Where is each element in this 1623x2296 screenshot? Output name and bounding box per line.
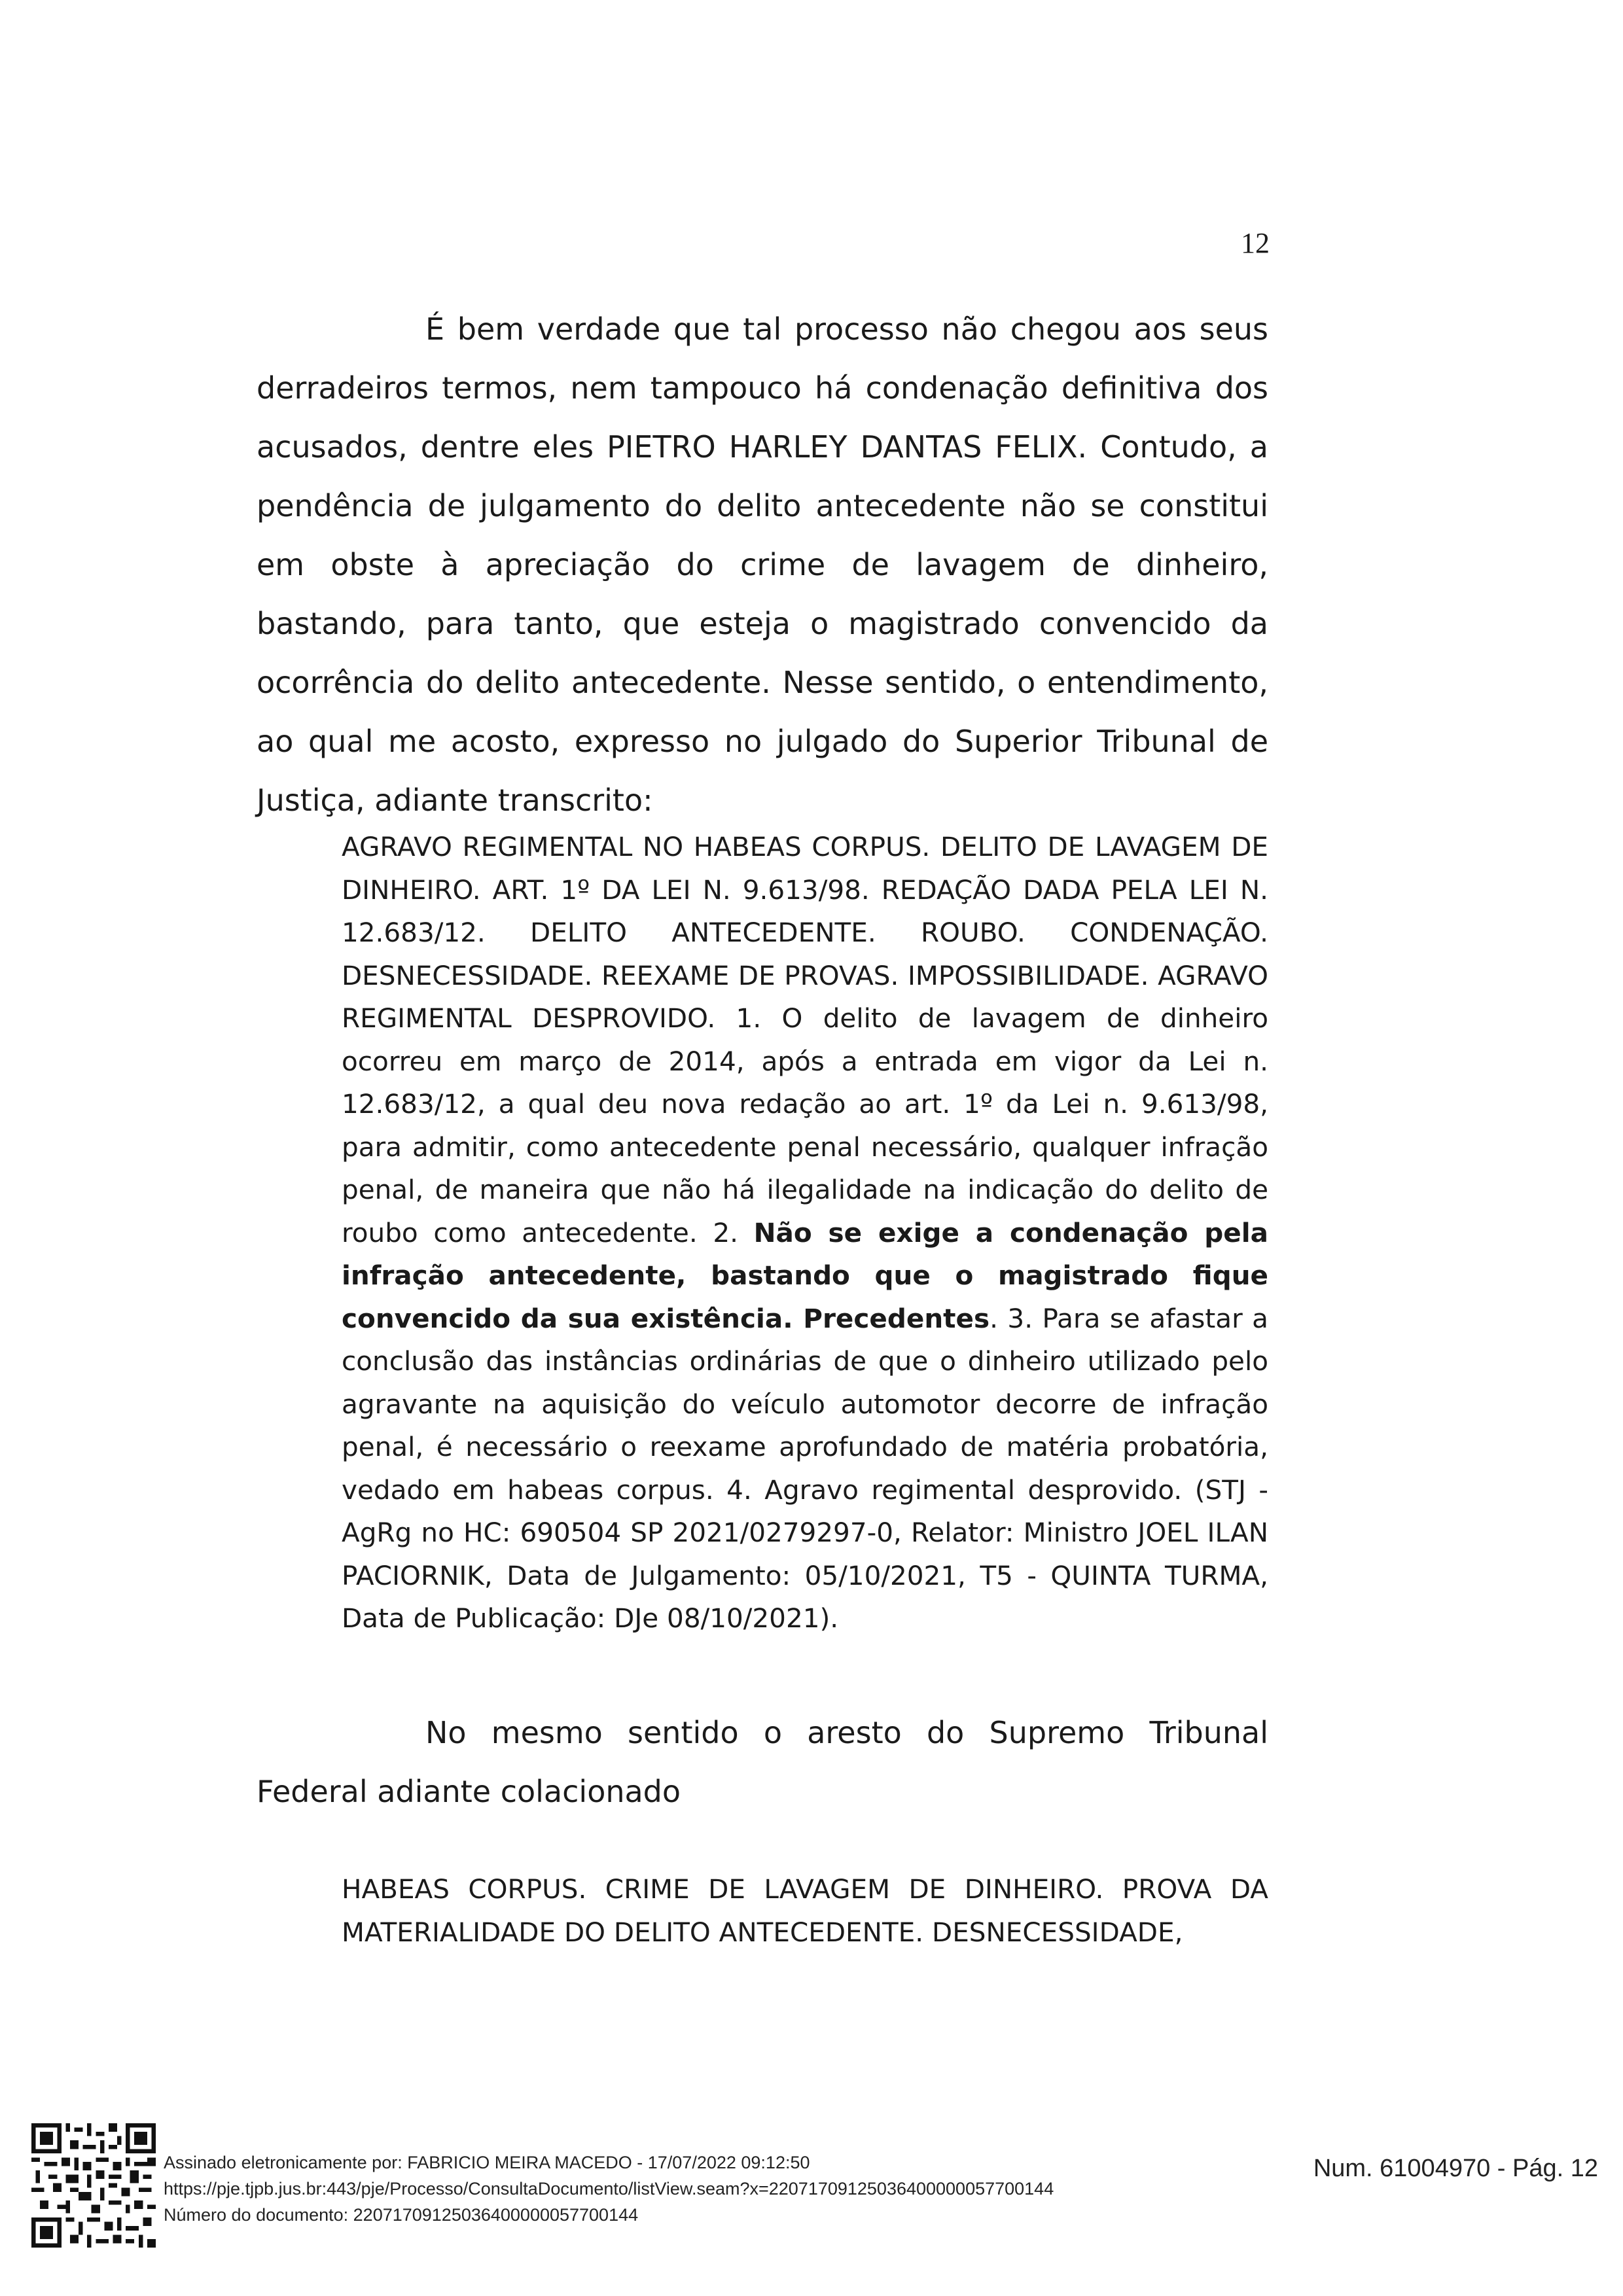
footer-document-number: Número do documento: 22071709125036400000057700144 — [164, 2205, 639, 2225]
footer-num-page: Num. 61004970 - Pág. 12 — [1313, 2155, 1598, 2182]
citation-stj-text-end: . 3. Para se afastar a conclusão das instâncias ordinárias de que o dinheiro utilizado pelo agravante na aquisição do veículo automotor decorre de infração penal, é necessário o reexame aprofundado de matéria probatória, vedado em habeas corpus. 4. Agravo regimental desprovido. (STJ - AgRg no HC: 690504 SP 2021/0279297-0, Relator: Ministro JOEL ILAN PACIORNIK, Data de Julgamento: 05/10/2021, T5 - QUINTA TURMA, Data de Publicação: DJe 08/10/2021). — [342, 1302, 1268, 1634]
citation-stj-bold-text: Não se exige a condenação pela infração antecedente, bastando que o magistrado fique convencido da sua existência. Precedentes — [342, 1216, 1268, 1334]
footer-url[interactable]: https://pje.tjpb.jus.br:443/pje/Processo/ConsultaDocumento/listView.seam?x=22071709125036400000057700144 — [164, 2179, 1054, 2199]
page-number: 12 — [1241, 227, 1270, 259]
footer-signature-block — [164, 2149, 1054, 2228]
paragraph-stf: No mesmo sentido o aresto do Supremo Tribunal Federal adiante colacionado — [257, 1715, 1268, 1809]
paragraph-intro: É bem verdade que tal processo não chegou aos seus derradeiros termos, nem tampouco há condenação definitiva dos acusados, dentre eles PIETRO HARLEY DANTAS FELIX. Contudo, a pendência de julgamento do delito antecedente não se constitui em obste à apreciação do crime de lavagem de dinheiro, bastando, para tanto, que esteja o magistrado convencido da ocorrência do delito antecedente. Nesse sentido, o entendimento, ao qual me acosto, expresso no julgado do Superior Tribunal de Justiça, adiante transcrito: — [257, 311, 1268, 818]
citation-stj — [342, 826, 1268, 1640]
footer-signed-by: Assinado eletronicamente por: FABRICIO MEIRA MACEDO - 17/07/2022 09:12:50 — [164, 2153, 810, 2172]
qr-code-icon — [31, 2123, 156, 2248]
citation-stj-text: AGRAVO REGIMENTAL NO HABEAS CORPUS. DELITO DE LAVAGEM DE DINHEIRO. ART. 1º DA LEI N. 9.613/98. REDAÇÃO DADA PELA LEI N. 12.683/12. DELITO ANTECEDENTE. ROUBO. CONDENAÇÃO. DESNECESSIDADE. REEXAME DE PROVAS. IMPOSSIBILIDADE. AGRAVO REGIMENTAL DESPROVIDO. 1. O delito de lavagem de dinheiro ocorreu em março de 2014, após a entrada em vigor da Lei n. 12.683/12, a qual deu nova redação ao art. 1º da Lei n. 9.613/98, para admitir, como antecedente penal necessário, qualquer infração penal, de maneira que não há ilegalidade na indicação do delito de roubo como antecedente. 2. — [342, 831, 1268, 1248]
citation-stf: HABEAS CORPUS. CRIME DE LAVAGEM DE DINHEIRO. PROVA DA MATERIALIDADE DO DELITO ANTECEDENTE. DESNECESSIDADE, — [342, 1873, 1268, 1948]
